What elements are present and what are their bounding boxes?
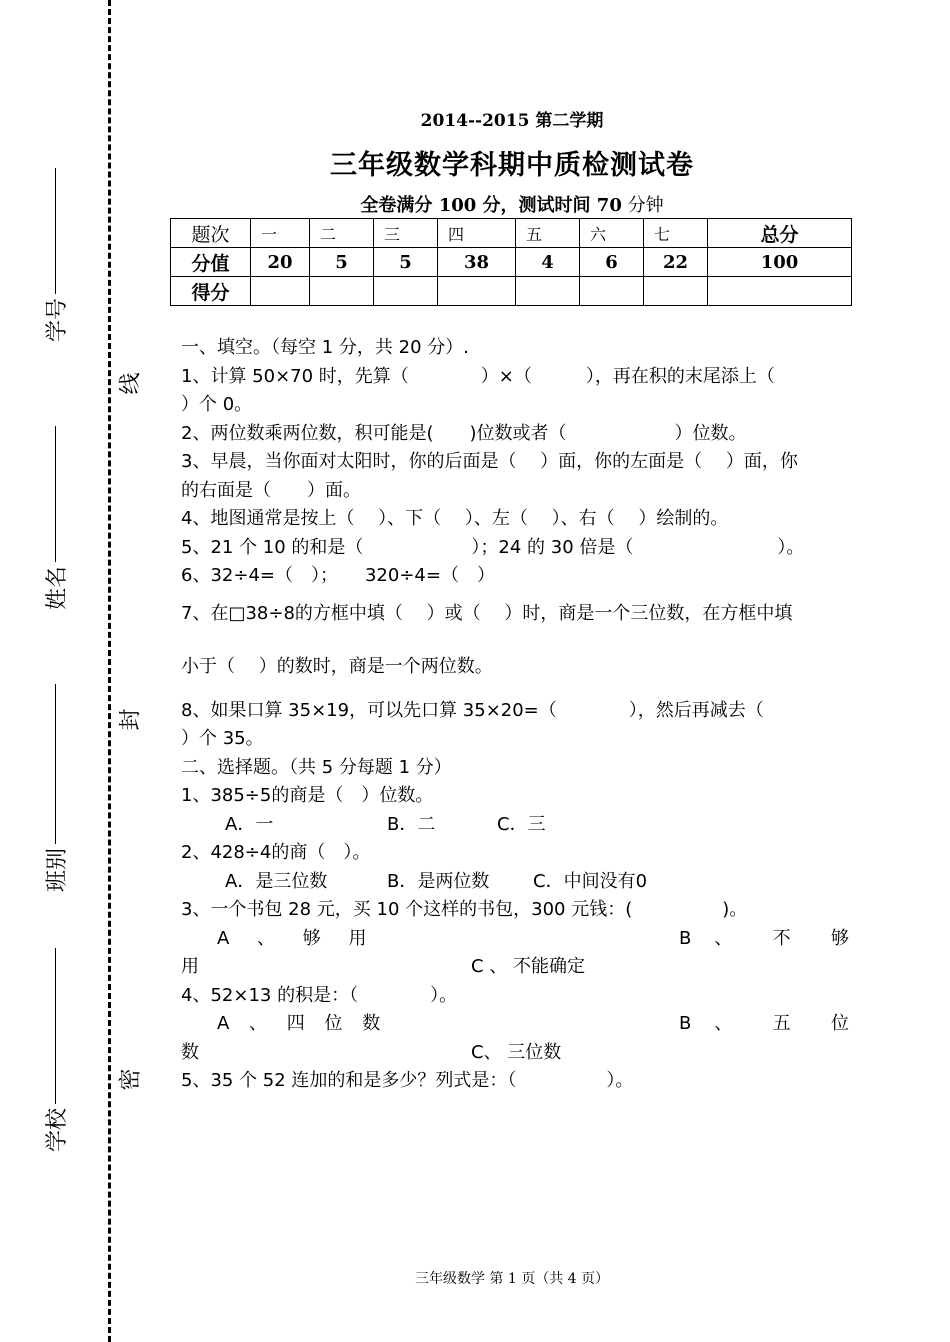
seal-char-secret: 密 bbox=[118, 1068, 144, 1091]
table-cell: 20 bbox=[251, 248, 310, 277]
question-line: ）个 35。 bbox=[181, 728, 264, 749]
score-table-row-question bbox=[171, 219, 852, 248]
exam-title: 三年级数学科期中质检测试卷 bbox=[330, 150, 694, 181]
question-body bbox=[181, 334, 849, 1096]
class-line bbox=[55, 684, 56, 844]
score-entry-cell bbox=[374, 277, 438, 306]
choice-question: 1、385÷5的商是（ ）位数。 bbox=[181, 785, 434, 806]
choice-option: C、 三位数 bbox=[471, 1041, 562, 1063]
exam-subtitle: 全卷满分 100 分，测试时间 70 分钟 bbox=[360, 195, 664, 216]
choice-question: 4、52×13 的积是：（ ）。 bbox=[181, 984, 458, 1006]
choice-options bbox=[181, 1039, 849, 1068]
choice-options bbox=[181, 1010, 849, 1039]
table-cell: 五 bbox=[516, 219, 580, 248]
table-cell: 5 bbox=[310, 248, 374, 277]
table-cell: 四 bbox=[438, 219, 516, 248]
question-line: 6、32÷4=（ ）； 320÷4=（ ） bbox=[181, 565, 495, 586]
score-table bbox=[170, 218, 852, 306]
score-entry-cell bbox=[516, 277, 580, 306]
seal-char-seal: 封 bbox=[118, 708, 144, 731]
table-cell: 三 bbox=[374, 219, 438, 248]
table-cell: 七 bbox=[644, 219, 708, 248]
table-cell: 100 bbox=[708, 248, 852, 277]
choice-question: 5、35 个 52 连加的和是多少？列式是：（ ）。 bbox=[181, 1070, 634, 1091]
choice-option: B．二 bbox=[387, 813, 436, 835]
score-entry-cell bbox=[251, 277, 310, 306]
question-line: 8、如果口算 35×19，可以先口算 35×20=（ ），然后再减去（ bbox=[181, 699, 764, 721]
table-cell: 5 bbox=[374, 248, 438, 277]
table-cell: 4 bbox=[516, 248, 580, 277]
class-label: 班别 bbox=[40, 684, 71, 892]
choice-option: C 、 不能确定 bbox=[471, 956, 586, 977]
choice-option: C．三 bbox=[497, 813, 546, 835]
score-entry-cell bbox=[438, 277, 516, 306]
choice-option-continued: 数 bbox=[181, 1041, 199, 1063]
choice-option: C．中间没有0 bbox=[533, 870, 648, 892]
table-cell: 38 bbox=[438, 248, 516, 277]
question-line: 小于（ ）的数时，商是一个两位数。 bbox=[181, 655, 493, 677]
page-footer: 三年级数学 第 1 页（共 4 页） bbox=[414, 1271, 610, 1287]
student-id-line bbox=[55, 168, 56, 294]
choice-options bbox=[181, 811, 849, 840]
choice-option: A 、 够 用 bbox=[217, 927, 367, 949]
table-cell: 得分 bbox=[171, 277, 251, 306]
question-line: 2、两位数乘两位数，积可能是( )位数或者（ ）位数。 bbox=[181, 422, 747, 444]
seal-char-line: 线 bbox=[118, 372, 144, 395]
section-heading-choice: 二、选择题。（共 5 分每题 1 分） bbox=[181, 756, 452, 778]
table-cell: 题次 bbox=[171, 219, 251, 248]
question-line: 7、在□38÷8的方框中填（ ）或（ ）时，商是一个三位数，在方框中填 bbox=[181, 602, 793, 624]
section-heading-fill-blank: 一、填空。（每空 1 分，共 20 分）. bbox=[181, 337, 469, 358]
student-name-label: 姓名 bbox=[40, 426, 71, 610]
choice-option: B 、 不 够 bbox=[679, 927, 849, 949]
score-table-row-score bbox=[171, 277, 852, 306]
question-line: 1、计算 50×70 时，先算（ ）×（ ），再在积的末尾添上（ bbox=[181, 365, 775, 387]
table-cell: 一 bbox=[251, 219, 310, 248]
score-entry-cell bbox=[310, 277, 374, 306]
choice-option: A．是三位数 bbox=[225, 870, 328, 892]
question-line: 5、21 个 10 的和是（ ）；24 的 30 倍是（ ）。 bbox=[181, 536, 805, 558]
exam-term: 2014--2015 第二学期 bbox=[420, 111, 604, 131]
choice-option: B 、 五 位 bbox=[679, 1013, 849, 1034]
table-cell: 总分 bbox=[708, 219, 852, 248]
score-entry-cell bbox=[708, 277, 852, 306]
table-cell: 二 bbox=[310, 219, 374, 248]
table-cell: 22 bbox=[644, 248, 708, 277]
choice-option: B．是两位数 bbox=[387, 870, 490, 892]
school-line bbox=[55, 948, 56, 1104]
question-line: 4、地图通常是按上（ ）、下（ ）、左（ ）、右（ ）绘制的。 bbox=[181, 508, 729, 529]
table-cell: 六 bbox=[580, 219, 644, 248]
choice-options bbox=[181, 953, 849, 982]
choice-option: A．一 bbox=[225, 813, 274, 835]
question-line: 的右面是（ ）面。 bbox=[181, 479, 361, 501]
student-name-line bbox=[55, 426, 56, 562]
school-label: 学校 bbox=[40, 948, 71, 1152]
choice-option: A 、 四 位 数 bbox=[217, 1013, 381, 1034]
choice-question: 3、一个书包 28 元，买 10 个这样的书包，300 元钱：( )。 bbox=[181, 899, 748, 920]
choice-question: 2、428÷4的商（ ）。 bbox=[181, 842, 371, 863]
choice-options bbox=[181, 868, 849, 897]
score-table-row-points bbox=[171, 248, 852, 277]
student-id-label: 学号 bbox=[40, 168, 71, 342]
question-line: 3、早晨，当你面对太阳时，你的后面是（ ）面，你的左面是（ ）面，你 bbox=[181, 451, 798, 472]
score-entry-cell bbox=[644, 277, 708, 306]
table-cell: 分值 bbox=[171, 248, 251, 277]
question-line: ）个 0。 bbox=[181, 394, 253, 415]
choice-options bbox=[181, 925, 849, 954]
choice-option-continued: 用 bbox=[181, 956, 199, 977]
score-entry-cell bbox=[580, 277, 644, 306]
table-cell: 6 bbox=[580, 248, 644, 277]
